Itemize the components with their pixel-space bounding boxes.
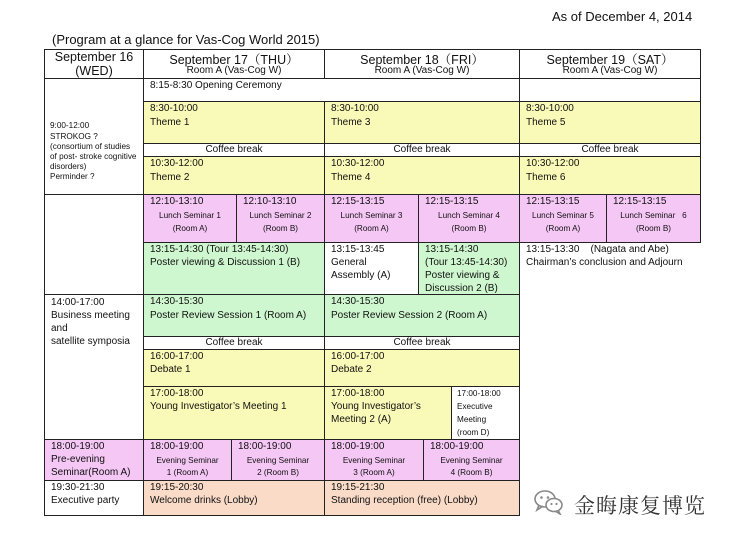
closing-time: 13:15-13:30 (Nagata and Abe)	[526, 244, 669, 255]
strokog-desc-3: disorders)	[50, 162, 87, 171]
eve4-time: 18:00-19:00	[430, 441, 484, 452]
lunch6-name: Lunch Seminar 6	[620, 211, 687, 220]
debate2-label: Debate 2	[331, 364, 372, 375]
standing-label: Standing reception (free) (Lobby)	[331, 495, 478, 506]
lunch1-room: (Room A)	[172, 224, 208, 233]
thu-coffee1-label: Coffee break	[205, 144, 263, 155]
theme6-label: Theme 6	[526, 172, 566, 183]
lunch2-room: (Room B)	[262, 224, 299, 233]
lunch6-time: 12:15-13:15	[613, 196, 667, 207]
fri-poster-tour: (Tour 13:45-14:30)	[425, 257, 508, 268]
theme4-time: 10:30-12:00	[331, 158, 385, 169]
yim1-label: Young Investigator’s Meeting 1	[150, 401, 287, 412]
eve1-name: Evening Seminar	[156, 456, 219, 465]
theme2-label: Theme 2	[150, 172, 190, 183]
standing-time: 19:15-21:30	[331, 482, 385, 493]
theme6-time: 10:30-12:00	[526, 158, 580, 169]
header-fri-room: Room A (Vas-Cog W)	[374, 65, 470, 76]
page-title: (Program at a glance for Vas-Cog World 2015)	[52, 32, 320, 47]
assembly-label-2: Assembly (A)	[331, 270, 391, 281]
theme1-time: 8:30-10:00	[150, 103, 198, 114]
theme2-time: 10:30-12:00	[150, 158, 204, 169]
assembly-label-1: General	[331, 257, 367, 268]
eve2-room: 2 (Room B)	[257, 468, 299, 477]
lunch5-time: 12:15-13:15	[526, 196, 580, 207]
opening-ceremony: 8:15-8:30 Opening Ceremony	[150, 80, 282, 91]
business-time: 14:00-17:00	[51, 297, 105, 308]
lunch5-room: (Room A)	[545, 224, 581, 233]
debate1-label: Debate 1	[150, 364, 191, 375]
party-label: Executive party	[51, 495, 120, 506]
lunch2-time: 12:10-13:10	[243, 196, 297, 207]
theme1-label: Theme 1	[150, 117, 190, 128]
theme5-label: Theme 5	[526, 117, 566, 128]
party-time: 19:30-21:30	[51, 482, 105, 493]
welcome-time: 19:15-20:30	[150, 482, 204, 493]
yim2-time: 17:00-18:00	[331, 388, 385, 399]
lunch5-name: Lunch Seminar 5	[532, 211, 594, 220]
header-wed-date: September 16	[54, 50, 134, 64]
sat-coffee-label: Coffee break	[581, 144, 639, 155]
header-sat-date: September 19（SAT）	[546, 53, 674, 67]
eve2-name: Evening Seminar	[246, 456, 310, 465]
wechat-logo-icon	[534, 489, 564, 515]
theme5-time: 8:30-10:00	[526, 103, 574, 114]
eve1-time: 18:00-19:00	[150, 441, 204, 452]
eve3-name: Evening Seminar	[342, 456, 406, 465]
strokog-desc-2: of post- stroke cognitive	[50, 152, 137, 161]
header-thu-room: Room A (Vas-Cog W)	[186, 65, 282, 76]
strokog-time: 9:00-12:00	[50, 121, 90, 130]
pre-evening-time: 18:00-19:00	[51, 441, 105, 452]
lunch4-name: Lunch Seminar 4	[438, 211, 500, 220]
thu-review-time: 14:30-15:30	[150, 296, 204, 307]
closing-label: Chairman’s conclusion and Adjourn	[526, 257, 683, 268]
business-label-2: and	[51, 323, 68, 334]
lunch3-time: 12:15-13:15	[331, 196, 385, 207]
eve3-room: 3 (Room A)	[353, 468, 395, 477]
theme4-label: Theme 4	[331, 172, 371, 183]
theme3-label: Theme 3	[331, 117, 371, 128]
eve2-time: 18:00-19:00	[238, 441, 292, 452]
pre-evening-label-2: Seminar(Room A)	[51, 467, 131, 478]
business-label-1: Business meeting	[51, 310, 130, 321]
theme3-time: 8:30-10:00	[331, 103, 379, 114]
thu-coffee2-label: Coffee break	[205, 337, 263, 348]
strokog-desc-1: (consortium of studies	[50, 142, 131, 151]
welcome-label: Welcome drinks (Lobby)	[150, 495, 258, 506]
header-fri-date: September 18（FRI）	[360, 53, 484, 67]
sat-opening-cell	[519, 78, 701, 102]
yim2-label-2: Meeting 2 (A)	[331, 414, 392, 425]
eve1-room: 1 (Room A)	[166, 468, 209, 477]
exec-meeting-label-2: Meeting	[457, 415, 487, 424]
debate2-time: 16:00-17:00	[331, 351, 385, 362]
fri-coffee2-label: Coffee break	[393, 337, 451, 348]
eve3-time: 18:00-19:00	[331, 441, 385, 452]
eve4-name: Evening Seminar	[440, 456, 503, 465]
yim1-time: 17:00-18:00	[150, 388, 204, 399]
pre-evening-label-1: Pre-evening	[51, 454, 105, 465]
thu-review-label: Poster Review Session 1 (Room A)	[150, 310, 307, 321]
lunch4-room: (Room B)	[451, 224, 487, 233]
fri-coffee1-label: Coffee break	[393, 144, 451, 155]
debate1-time: 16:00-17:00	[150, 351, 204, 362]
header-thu-date: September 17（THU）	[169, 53, 299, 67]
strokog-presenter: Perminder ?	[50, 172, 95, 181]
as-of-date: As of December 4, 2014	[552, 9, 693, 24]
fri-review-label: Poster Review Session 2 (Room A)	[331, 310, 488, 321]
lunch1-name: Lunch Seminar 1	[159, 211, 221, 220]
fri-review-time: 14:30-15:30	[331, 296, 385, 307]
lunch3-name: Lunch Seminar 3	[340, 211, 403, 220]
exec-meeting-label-1: Executive	[457, 402, 493, 411]
yim2-label-1: Young Investigator’s	[331, 401, 421, 412]
brand-watermark: 金晦康复博览	[574, 494, 706, 518]
lunch4-time: 12:15-13:15	[425, 196, 479, 207]
strokog-title: STROKOG ?	[50, 132, 98, 141]
fri-poster-label-1: Poster viewing &	[425, 270, 500, 281]
exec-meeting-time: 17:00-18:00	[457, 389, 501, 398]
header-sat-room: Room A (Vas-Cog W)	[562, 65, 658, 76]
fri-poster-label-2: Discussion 2 (B)	[425, 283, 498, 294]
thu-poster-label: Poster viewing & Discussion 1 (B)	[150, 257, 301, 268]
lunch2-name: Lunch Seminar 2	[249, 211, 312, 220]
business-label-3: satellite symposia	[51, 336, 130, 347]
header-wed-day: (WED)	[75, 64, 113, 78]
assembly-time: 13:15-13:45	[331, 244, 385, 255]
lunch3-room: (Room A)	[354, 224, 389, 233]
eve4-room: 4 (Room B)	[450, 468, 493, 477]
exec-meeting-room: (room D)	[457, 428, 490, 437]
lunch6-room: (Room B)	[635, 224, 672, 233]
thu-poster-time: 13:15-14:30 (Tour 13:45-14:30)	[150, 244, 289, 255]
lunch1-time: 12:10-13:10	[150, 196, 204, 207]
fri-poster-time: 13:15-14:30	[425, 244, 479, 255]
wed-midday-cell	[44, 194, 144, 295]
